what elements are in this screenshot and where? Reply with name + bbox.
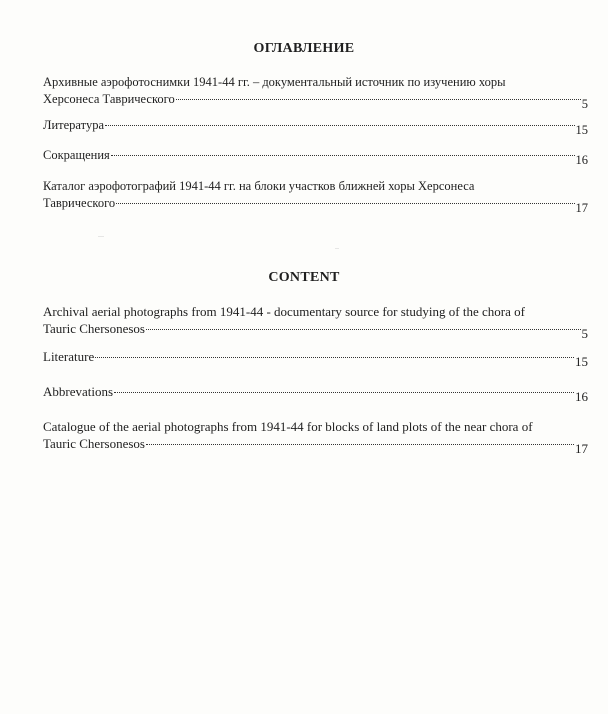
dot-leader bbox=[176, 99, 581, 100]
dot-leader bbox=[95, 357, 574, 358]
toc-entry-russian-3[interactable] bbox=[43, 147, 588, 167]
dot-leader bbox=[105, 125, 575, 126]
toc-entry-russian-1[interactable] bbox=[43, 74, 588, 111]
dot-leader bbox=[111, 155, 575, 156]
toc-entry-english-2[interactable] bbox=[43, 348, 588, 369]
toc-page-number: 16 bbox=[575, 153, 588, 167]
toc-page-number: 5 bbox=[581, 97, 588, 111]
scan-speck bbox=[335, 248, 339, 249]
toc-entry-text-line1: Каталог аэрофотографий 1941-44 гг. на блоки участков ближней хоры Херсонеса bbox=[43, 179, 475, 193]
toc-entry-text: Сокращения bbox=[43, 148, 110, 162]
toc-entry-text-line2: Tauric Chersonesos bbox=[43, 321, 145, 336]
toc-entry-text-line2: Херсонеса Таврического bbox=[43, 92, 175, 106]
toc-entry-text: Literature bbox=[43, 349, 95, 364]
dot-leader bbox=[116, 203, 574, 204]
toc-entry-text-line2: Tauric Chersonesos bbox=[43, 436, 145, 451]
toc-entry-text: Литература bbox=[43, 118, 104, 132]
toc-entry-english-4[interactable] bbox=[43, 418, 588, 456]
dot-leader bbox=[146, 329, 581, 330]
toc-entry-russian-4[interactable] bbox=[43, 178, 588, 215]
dot-leader bbox=[146, 444, 574, 445]
toc-entry-english-3[interactable] bbox=[43, 383, 588, 404]
toc-entry-text-line2: Таврического bbox=[43, 196, 116, 210]
toc-page-number: 16 bbox=[575, 389, 588, 404]
scan-speck bbox=[98, 236, 104, 237]
toc-entry-russian-2[interactable] bbox=[43, 117, 588, 137]
toc-page-number: 15 bbox=[575, 354, 588, 369]
toc-page-number: 17 bbox=[575, 441, 588, 456]
toc-entry-text-line1: Archival aerial photographs from 1941-44 - documentary source for studying of the chora of bbox=[43, 304, 525, 319]
toc-title-russian: ОГЛАВЛЕНИЕ bbox=[253, 41, 355, 56]
toc-page-number: 17 bbox=[575, 201, 588, 215]
toc-entry-text-line1: Архивные аэрофотоснимки 1941-44 гг. – документальный источник по изучению хоры bbox=[43, 75, 506, 89]
toc-page-number: 15 bbox=[575, 123, 588, 137]
toc-title-english: CONTENT bbox=[268, 270, 340, 285]
toc-page-number: 5 bbox=[581, 326, 588, 341]
toc-entry-text: Abbrevations bbox=[43, 384, 114, 399]
toc-entry-english-1[interactable] bbox=[43, 303, 588, 341]
dot-leader bbox=[114, 392, 574, 393]
toc-entry-text-line1: Catalogue of the aerial photographs from 1941-44 for blocks of land plots of the near chora of bbox=[43, 419, 533, 434]
